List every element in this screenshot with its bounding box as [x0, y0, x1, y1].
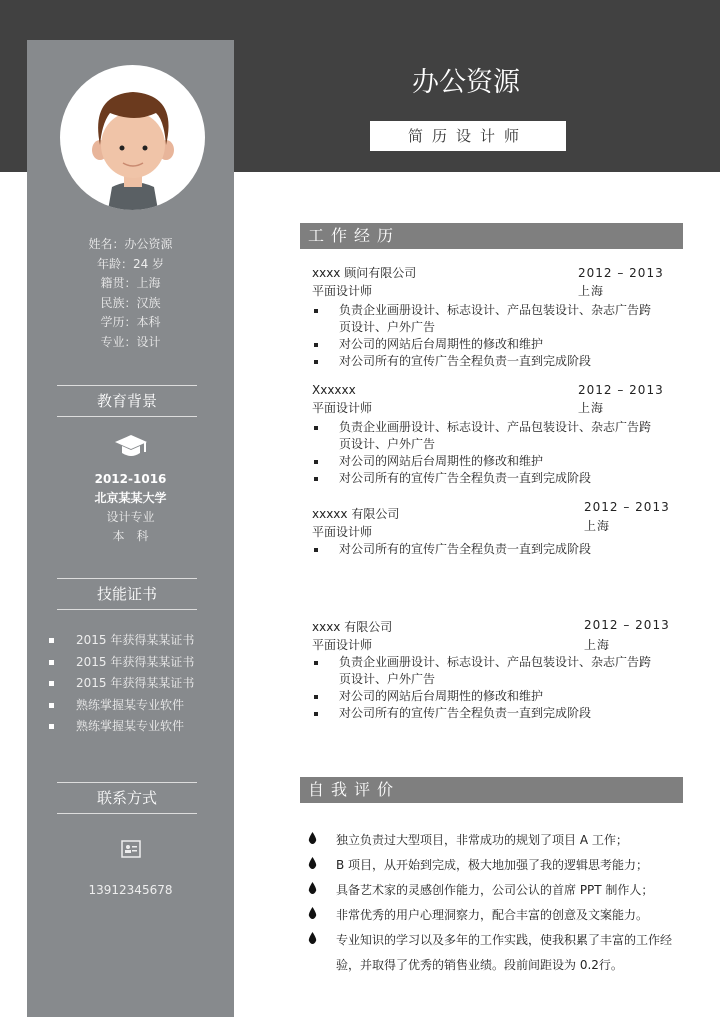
skill-text: 2015 年获得某某证书	[76, 633, 195, 647]
job-duty: 对公司所有的宣传广告全程负责一直到完成阶段	[312, 470, 657, 487]
avatar	[60, 65, 205, 210]
job-duty: 对公司的网站后台周期性的修改和维护	[312, 688, 657, 705]
skill-item	[49, 630, 194, 652]
education-years: 2012-1016	[94, 472, 167, 486]
skill-item	[49, 673, 194, 695]
job-title: 平面设计师	[312, 525, 373, 539]
self-eval-heading: 自我评价	[300, 777, 683, 803]
job-years: 2012 – 2013	[584, 618, 670, 632]
job-title: 平面设计师	[312, 284, 373, 298]
contact-heading: 联系方式	[57, 782, 197, 814]
bullet-icon	[49, 703, 54, 708]
droplet-bullet-icon	[308, 878, 336, 903]
droplet-bullet-icon	[308, 903, 336, 928]
education-details	[27, 470, 234, 546]
job-entry	[312, 264, 682, 370]
job-entry	[312, 381, 682, 487]
education-degree: 本 科	[112, 529, 149, 543]
job-entry	[312, 498, 682, 558]
job-years: 2012 – 2013	[578, 383, 664, 397]
profile-ethnicity: 民族：汉族	[100, 295, 161, 310]
profile-hometown: 籍贯：上海	[100, 276, 161, 290]
skill-text: 熟练掌握某专业软件	[76, 697, 185, 712]
job-city: 上海	[578, 284, 605, 298]
skill-text: 2015 年获得某某证书	[76, 654, 195, 669]
phone-number: 13912345678	[88, 883, 173, 897]
job-duty: 对公司所有的宣传广告全程负责一直到完成阶段	[312, 541, 657, 558]
job-years: 2012 – 2013	[578, 266, 664, 280]
self-eval-item: 专业知识的学习以及多年的工作实践，使我积累了丰富的工作经验，并取得了优秀的销售业绩。段前间距设为 0.2行。	[308, 928, 688, 978]
self-eval-list	[308, 828, 688, 978]
skill-text: 熟练掌握某专业软件	[76, 719, 185, 733]
skills-heading: 技能证书	[57, 578, 197, 610]
job-duty: 对公司的网站后台周期性的修改和维护	[312, 336, 657, 353]
profile-age: 年龄：24 岁	[96, 256, 165, 271]
droplet-bullet-icon	[308, 828, 336, 853]
job-company: Xxxxxx	[312, 383, 356, 397]
profile-major: 专业：设计	[100, 334, 161, 349]
self-eval-item: 独立负责过大型项目，非常成功的规划了项目 A 工作；	[308, 828, 688, 853]
contact-card-icon	[27, 840, 234, 864]
bullet-icon	[49, 638, 54, 643]
job-company: xxxx 顾问有限公司	[312, 266, 417, 280]
page-title: 办公资源	[412, 67, 520, 98]
work-heading: 工作经历	[300, 223, 683, 249]
self-eval-item: 具备艺术家的灵感创作能力，公司公认的首席 PPT 制作人；	[308, 878, 688, 903]
education-heading: 教育背景	[57, 385, 197, 417]
education-major: 设计专业	[106, 510, 155, 524]
job-title: 平面设计师	[312, 638, 373, 652]
job-company: xxxx 有限公司	[312, 620, 393, 634]
droplet-bullet-icon	[308, 853, 336, 878]
profile-education: 学历：本科	[100, 315, 161, 329]
job-duty: 对公司所有的宣传广告全程负责一直到完成阶段	[312, 705, 657, 722]
skills-list	[49, 630, 194, 738]
graduation-cap-icon	[27, 433, 234, 465]
droplet-bullet-icon	[308, 928, 336, 978]
profile-info	[27, 235, 234, 352]
skill-item	[49, 695, 194, 717]
job-city: 上海	[584, 519, 611, 533]
job-title: 平面设计师	[312, 401, 373, 415]
bullet-icon	[49, 724, 54, 729]
self-eval-item: B 项目，从开始到完成，极大地加强了我的逻辑思考能力；	[308, 853, 688, 878]
skill-text: 2015 年获得某某证书	[76, 676, 195, 690]
skill-item	[49, 652, 194, 674]
job-company: xxxxx 有限公司	[312, 507, 400, 521]
job-duty: 对公司所有的宣传广告全程负责一直到完成阶段	[312, 353, 657, 370]
job-city: 上海	[578, 401, 605, 415]
skill-item	[49, 716, 194, 738]
education-school: 北京某某大学	[94, 491, 167, 505]
job-entry	[312, 616, 682, 722]
sidebar	[27, 40, 234, 1017]
self-eval-item: 非常优秀的用户心理洞察力，配合丰富的创意及文案能力。	[308, 903, 688, 928]
job-duty: 负责企业画册设计、标志设计、产品包装设计、杂志广告跨页设计、户外广告	[312, 302, 657, 336]
job-duty: 负责企业画册设计、标志设计、产品包装设计、杂志广告跨页设计、户外广告	[312, 654, 657, 688]
job-duty: 对公司的网站后台周期性的修改和维护	[312, 453, 657, 470]
job-duty: 负责企业画册设计、标志设计、产品包装设计、杂志广告跨页设计、户外广告	[312, 419, 657, 453]
bullet-icon	[49, 660, 54, 665]
job-years: 2012 – 2013	[584, 500, 670, 514]
job-city: 上海	[584, 638, 611, 652]
profile-name: 姓名：办公资源	[88, 237, 173, 251]
job-title-box: 简历设计师	[370, 121, 566, 151]
bullet-icon	[49, 681, 54, 686]
